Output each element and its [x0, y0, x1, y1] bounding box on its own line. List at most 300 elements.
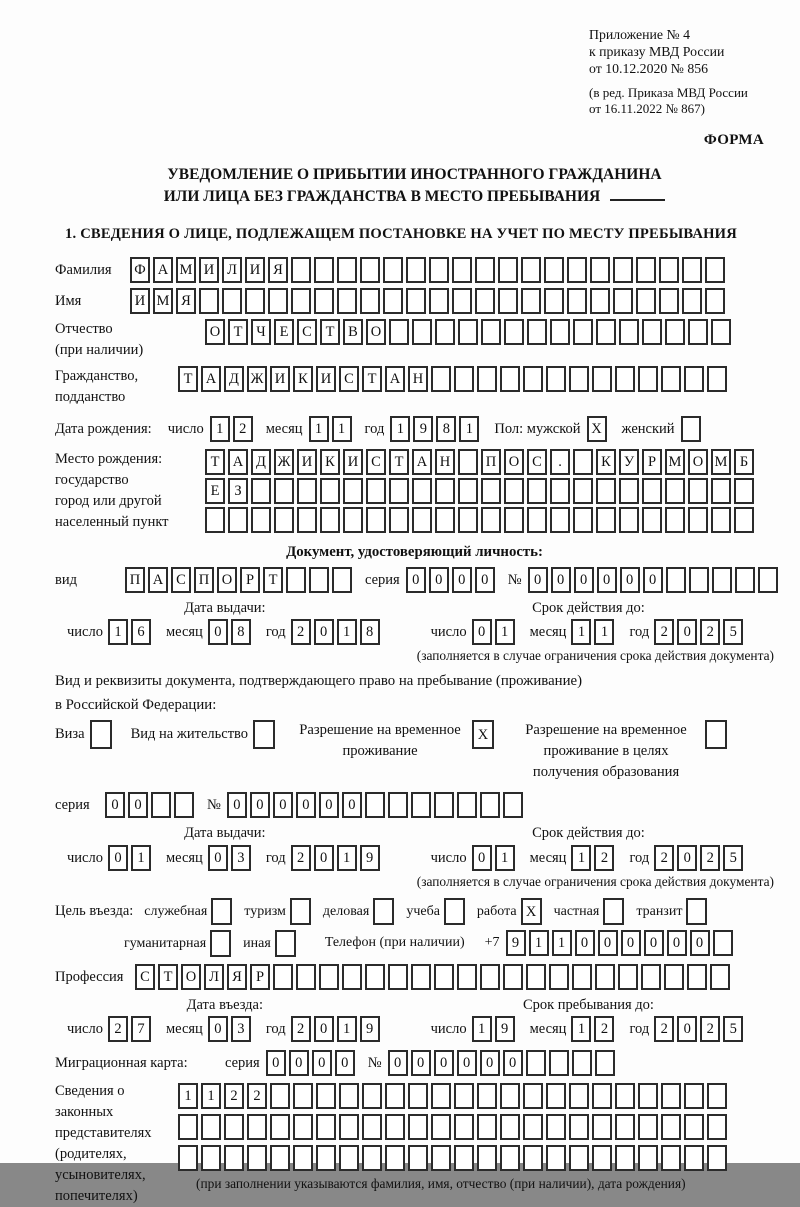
- char-cell: [549, 964, 569, 990]
- char-cell: 0: [250, 792, 270, 818]
- valid-note: (заполняется в случае ограничения срока действия документа): [416, 873, 774, 889]
- char-cell: [567, 288, 587, 314]
- char-cell: [642, 507, 662, 533]
- char-cell: С: [366, 449, 386, 475]
- birth-place-field-row2: [205, 478, 757, 504]
- char-cell: 2: [700, 1016, 720, 1042]
- char-cell: [596, 319, 616, 345]
- forma-label: ФОРМА: [703, 132, 764, 149]
- char-cell: [178, 1145, 198, 1171]
- doc-kind-label: вид: [55, 571, 77, 588]
- entry-dates: [55, 996, 774, 1042]
- char-cell: [286, 567, 306, 593]
- char-cell: А: [201, 366, 221, 392]
- permit-number-field: [227, 792, 526, 818]
- char-cell: 0: [575, 930, 595, 956]
- char-cell: 0: [388, 1050, 408, 1076]
- char-cell: 0: [452, 567, 472, 593]
- char-cell: У: [619, 449, 639, 475]
- legal-label-line3: представителях: [55, 1125, 152, 1142]
- char-cell: [314, 288, 334, 314]
- char-cell: Т: [320, 319, 340, 345]
- char-cell: [481, 507, 501, 533]
- char-cell: Д: [251, 449, 271, 475]
- char-cell: [151, 792, 171, 818]
- permit-type-row: [55, 720, 774, 783]
- char-cell: И: [270, 366, 290, 392]
- temp-residence-edu-label: Разрешение на временное проживание в целях получения образования: [525, 722, 687, 781]
- char-cell: 2: [654, 619, 674, 645]
- char-cell: [366, 478, 386, 504]
- char-cell: 1: [131, 845, 151, 871]
- permit-until-day-field: [472, 845, 518, 871]
- char-cell: О: [217, 567, 237, 593]
- migration-card-row: [55, 1050, 774, 1076]
- id-doc-dates: [55, 599, 774, 645]
- char-cell: 0: [208, 845, 228, 871]
- char-cell: А: [385, 366, 405, 392]
- char-cell: [758, 567, 778, 593]
- char-cell: [527, 319, 547, 345]
- char-cell: Т: [362, 366, 382, 392]
- phone-prefix: +7: [484, 935, 500, 951]
- checkbox-option-label: гуманитарная: [124, 936, 207, 952]
- char-cell: [527, 478, 547, 504]
- char-cell: [688, 507, 708, 533]
- char-cell: [273, 964, 293, 990]
- residence-permit-checkbox: [253, 720, 278, 749]
- legal-label-line4: (родителях,: [55, 1146, 127, 1163]
- year-label: год: [265, 1021, 286, 1038]
- char-cell: [500, 366, 520, 392]
- char-cell: [592, 366, 612, 392]
- char-cell: 5: [723, 619, 743, 645]
- year-label: год: [265, 849, 286, 866]
- birth-place-label-line3: город или другой: [55, 493, 162, 510]
- char-cell: [613, 288, 633, 314]
- char-cell: Р: [240, 567, 260, 593]
- char-cell: 1: [571, 845, 591, 871]
- char-cell: [503, 792, 523, 818]
- char-cell: [199, 288, 219, 314]
- char-cell: 2: [233, 416, 253, 442]
- char-cell: 0: [434, 1050, 454, 1076]
- char-cell: К: [596, 449, 616, 475]
- char-cell: [664, 964, 684, 990]
- char-cell: [90, 720, 112, 749]
- id-doc-row: [55, 567, 774, 593]
- char-cell: 0: [472, 845, 492, 871]
- char-cell: Т: [178, 366, 198, 392]
- char-cell: [366, 507, 386, 533]
- checkbox-option-label: работа: [476, 904, 517, 920]
- checkbox-option-label: деловая: [322, 904, 370, 920]
- char-cell: [412, 478, 432, 504]
- char-cell: И: [343, 449, 363, 475]
- char-cell: [454, 1083, 474, 1109]
- char-cell: Н: [408, 366, 428, 392]
- char-cell: [337, 288, 357, 314]
- profession-field: [135, 964, 733, 990]
- birth-place-label-line2: государство: [55, 472, 129, 489]
- char-cell: [429, 288, 449, 314]
- ref-line-1: Приложение № 4: [589, 27, 691, 42]
- char-cell: [291, 288, 311, 314]
- char-cell: 0: [528, 567, 548, 593]
- char-cell: [362, 1145, 382, 1171]
- char-cell: [682, 288, 702, 314]
- char-cell: [642, 478, 662, 504]
- char-cell: 0: [620, 567, 640, 593]
- char-cell: [573, 478, 593, 504]
- char-cell: 9: [360, 1016, 380, 1042]
- char-cell: [689, 567, 709, 593]
- char-cell: [573, 507, 593, 533]
- permit-until-month-field: [571, 845, 617, 871]
- char-cell: [619, 478, 639, 504]
- char-cell: [546, 1083, 566, 1109]
- ref-line-2: к приказу МВД России: [589, 44, 725, 60]
- char-cell: 0: [406, 567, 426, 593]
- permit-series-field: [105, 792, 197, 818]
- char-cell: [475, 257, 495, 283]
- patronymic-label: [55, 319, 205, 361]
- char-cell: [711, 507, 731, 533]
- char-cell: [291, 257, 311, 283]
- char-cell: [569, 366, 589, 392]
- citizenship-field: [178, 366, 730, 392]
- char-cell: 0: [644, 930, 664, 956]
- char-cell: [412, 319, 432, 345]
- char-cell: [596, 478, 616, 504]
- char-cell: [569, 1083, 589, 1109]
- char-cell: [309, 567, 329, 593]
- char-cell: [573, 449, 593, 475]
- char-cell: 1: [201, 1083, 221, 1109]
- char-cell: [687, 964, 707, 990]
- valid-until-heading: Срок действия до:: [532, 825, 645, 842]
- char-cell: [615, 1114, 635, 1140]
- char-cell: [592, 1114, 612, 1140]
- char-cell: [320, 507, 340, 533]
- char-cell: [590, 288, 610, 314]
- valid-note: (заполняется в случае ограничения срока действия документа): [416, 647, 774, 663]
- char-cell: [429, 257, 449, 283]
- char-cell: [712, 567, 732, 593]
- char-cell: [592, 1083, 612, 1109]
- char-cell: 0: [296, 792, 316, 818]
- char-cell: [619, 319, 639, 345]
- char-cell: [343, 478, 363, 504]
- char-cell: 0: [128, 792, 148, 818]
- char-cell: 2: [291, 619, 311, 645]
- char-cell: [457, 792, 477, 818]
- char-cell: [475, 288, 495, 314]
- char-cell: 0: [597, 567, 617, 593]
- char-cell: [684, 1083, 704, 1109]
- char-cell: [457, 964, 477, 990]
- char-cell: М: [153, 288, 173, 314]
- permit-series-row: [55, 792, 774, 818]
- char-cell: [389, 319, 409, 345]
- char-cell: [205, 507, 225, 533]
- char-cell: [546, 1114, 566, 1140]
- char-cell: [406, 257, 426, 283]
- char-cell: [297, 507, 317, 533]
- stay-month-field: [571, 1016, 617, 1042]
- char-cell: 0: [643, 567, 663, 593]
- char-cell: И: [316, 366, 336, 392]
- char-cell: [638, 1145, 658, 1171]
- citizenship-row: [55, 366, 774, 408]
- char-cell: 2: [594, 845, 614, 871]
- birth-date-row: [55, 416, 774, 442]
- char-cell: [682, 257, 702, 283]
- char-cell: 2: [700, 619, 720, 645]
- char-cell: 1: [108, 619, 128, 645]
- char-cell: [523, 1114, 543, 1140]
- char-cell: [319, 964, 339, 990]
- char-cell: [339, 1114, 359, 1140]
- char-cell: [314, 257, 334, 283]
- char-cell: 9: [495, 1016, 515, 1042]
- char-cell: 0: [227, 792, 247, 818]
- permit-series-label: серия: [55, 797, 90, 814]
- char-cell: [362, 1114, 382, 1140]
- char-cell: [452, 288, 472, 314]
- mig-series-label: серия: [225, 1055, 260, 1072]
- char-cell: 2: [291, 1016, 311, 1042]
- char-cell: 0: [677, 845, 697, 871]
- checkbox-cell: [603, 898, 624, 925]
- char-cell: [411, 792, 431, 818]
- char-cell: [711, 319, 731, 345]
- birth-month-field: [309, 416, 355, 442]
- char-cell: [711, 478, 731, 504]
- phone-field: [506, 930, 736, 956]
- day-label: число: [67, 849, 103, 866]
- char-cell: [567, 257, 587, 283]
- char-cell: 0: [273, 792, 293, 818]
- char-cell: С: [297, 319, 317, 345]
- char-cell: [339, 1083, 359, 1109]
- char-cell: И: [199, 257, 219, 283]
- char-cell: 3: [231, 1016, 251, 1042]
- char-cell: [339, 1145, 359, 1171]
- char-cell: [544, 257, 564, 283]
- char-cell: [293, 1145, 313, 1171]
- mig-number-field: [388, 1050, 618, 1076]
- char-cell: [618, 964, 638, 990]
- char-cell: [251, 478, 271, 504]
- doc-number-label: №: [507, 571, 522, 588]
- doc-series-field: [406, 567, 498, 593]
- residence-permit-label: Вид на жительство: [130, 726, 249, 743]
- char-cell: 1: [495, 845, 515, 871]
- char-cell: 1: [459, 416, 479, 442]
- char-cell: 0: [574, 567, 594, 593]
- char-cell: 0: [475, 567, 495, 593]
- char-cell: [293, 1083, 313, 1109]
- char-cell: [521, 288, 541, 314]
- char-cell: [385, 1145, 405, 1171]
- char-cell: [684, 1114, 704, 1140]
- profession-label: Профессия: [55, 969, 124, 986]
- checkbox-cell: [686, 898, 707, 925]
- entry-day-field: [108, 1016, 154, 1042]
- char-cell: [270, 1114, 290, 1140]
- char-cell: 1: [594, 619, 614, 645]
- birth-date-label: Дата рождения:: [55, 421, 152, 438]
- char-cell: 0: [429, 567, 449, 593]
- permit-issue-day-field: [108, 845, 154, 871]
- char-cell: 1: [571, 619, 591, 645]
- char-cell: [224, 1114, 244, 1140]
- phone-label: Телефон (при наличии): [324, 935, 465, 951]
- issue-date-heading: Дата выдачи:: [184, 599, 266, 616]
- char-cell: 1: [210, 416, 230, 442]
- checkbox-cell: [444, 898, 465, 925]
- citizenship-label-line1: Гражданство,: [55, 368, 139, 385]
- char-cell: [707, 1145, 727, 1171]
- id-until-year-field: [654, 619, 746, 645]
- char-cell: [684, 1145, 704, 1171]
- char-cell: 1: [529, 930, 549, 956]
- char-cell: [385, 1083, 405, 1109]
- birth-place-field-row3: [205, 507, 757, 533]
- stay-until-col: [431, 996, 747, 1042]
- permit-issue-year-field: [291, 845, 383, 871]
- char-cell: [431, 1083, 451, 1109]
- char-cell: [707, 1083, 727, 1109]
- char-cell: [665, 319, 685, 345]
- char-cell: [222, 288, 242, 314]
- char-cell: [408, 1145, 428, 1171]
- surname-label: Фамилия: [55, 262, 112, 279]
- permit-issue-col: [67, 824, 383, 870]
- char-cell: [500, 1083, 520, 1109]
- char-cell: [590, 257, 610, 283]
- legal-field-row2: [178, 1114, 730, 1140]
- char-cell: [684, 366, 704, 392]
- day-label: число: [430, 849, 467, 866]
- char-cell: [360, 288, 380, 314]
- checkbox-cell: [275, 930, 296, 957]
- checkbox-option-label: служебная: [144, 904, 208, 920]
- char-cell: .: [550, 449, 570, 475]
- char-cell: [596, 507, 616, 533]
- char-cell: Т: [205, 449, 225, 475]
- char-cell: М: [665, 449, 685, 475]
- char-cell: [550, 478, 570, 504]
- permit-dates: [55, 824, 774, 870]
- char-cell: [638, 1083, 658, 1109]
- char-cell: Т: [389, 449, 409, 475]
- char-cell: [332, 567, 352, 593]
- char-cell: С: [527, 449, 547, 475]
- char-cell: [435, 319, 455, 345]
- char-cell: 2: [224, 1083, 244, 1109]
- char-cell: Ч: [251, 319, 271, 345]
- patronymic-label-line1: Отчество: [55, 321, 113, 338]
- char-cell: М: [711, 449, 731, 475]
- char-cell: Ф: [130, 257, 150, 283]
- char-cell: [316, 1083, 336, 1109]
- reference-block: [589, 26, 774, 117]
- char-cell: [735, 567, 755, 593]
- char-cell: [710, 964, 730, 990]
- char-cell: 0: [411, 1050, 431, 1076]
- char-cell: [572, 964, 592, 990]
- char-cell: С: [171, 567, 191, 593]
- birth-year-field: [390, 416, 482, 442]
- char-cell: [480, 792, 500, 818]
- char-cell: [411, 964, 431, 990]
- char-cell: [503, 964, 523, 990]
- day-label: число: [67, 623, 103, 640]
- char-cell: О: [688, 449, 708, 475]
- char-cell: [615, 1145, 635, 1171]
- char-cell: [406, 288, 426, 314]
- char-cell: М: [176, 257, 196, 283]
- char-cell: Р: [250, 964, 270, 990]
- char-cell: [613, 257, 633, 283]
- purpose-label: Цель въезда:: [55, 903, 134, 920]
- doc-kind-field: [125, 567, 355, 593]
- char-cell: О: [504, 449, 524, 475]
- char-cell: [297, 478, 317, 504]
- char-cell: [595, 964, 615, 990]
- char-cell: [592, 1145, 612, 1171]
- char-cell: 0: [690, 930, 710, 956]
- char-cell: [636, 257, 656, 283]
- char-cell: [365, 964, 385, 990]
- char-cell: [452, 257, 472, 283]
- char-cell: [477, 366, 497, 392]
- char-cell: [201, 1145, 221, 1171]
- stay-day-field: [472, 1016, 518, 1042]
- char-cell: [385, 1114, 405, 1140]
- char-cell: [458, 478, 478, 504]
- sex-male-checkbox: [587, 416, 610, 442]
- char-cell: Е: [205, 478, 225, 504]
- entry-month-field: [208, 1016, 254, 1042]
- char-cell: Д: [224, 366, 244, 392]
- entry-year-field: [291, 1016, 383, 1042]
- temp-residence-label: Разрешение на временное проживание: [299, 722, 461, 760]
- char-cell: 0: [266, 1050, 286, 1076]
- checkbox-cell: [373, 898, 394, 925]
- checkbox-cell: [290, 898, 311, 925]
- char-cell: 0: [312, 1050, 332, 1076]
- id-issue-day-field: [108, 619, 154, 645]
- form-title-line1: УВЕДОМЛЕНИЕ О ПРИБЫТИИ ИНОСТРАННОГО ГРАЖДАНИНА: [167, 165, 662, 183]
- surname-row: [55, 257, 774, 283]
- char-cell: [619, 507, 639, 533]
- char-cell: [201, 1114, 221, 1140]
- char-cell: 2: [594, 1016, 614, 1042]
- temp-residence-checkbox: [472, 720, 497, 749]
- mig-series-field: [266, 1050, 358, 1076]
- char-cell: Л: [222, 257, 242, 283]
- char-cell: [268, 288, 288, 314]
- sex-male-label: Пол: мужской: [494, 421, 581, 438]
- char-cell: [504, 319, 524, 345]
- id-issue-month-field: [208, 619, 254, 645]
- char-cell: [705, 257, 725, 283]
- char-cell: [504, 478, 524, 504]
- valid-until-heading: Срок действия до:: [532, 599, 645, 616]
